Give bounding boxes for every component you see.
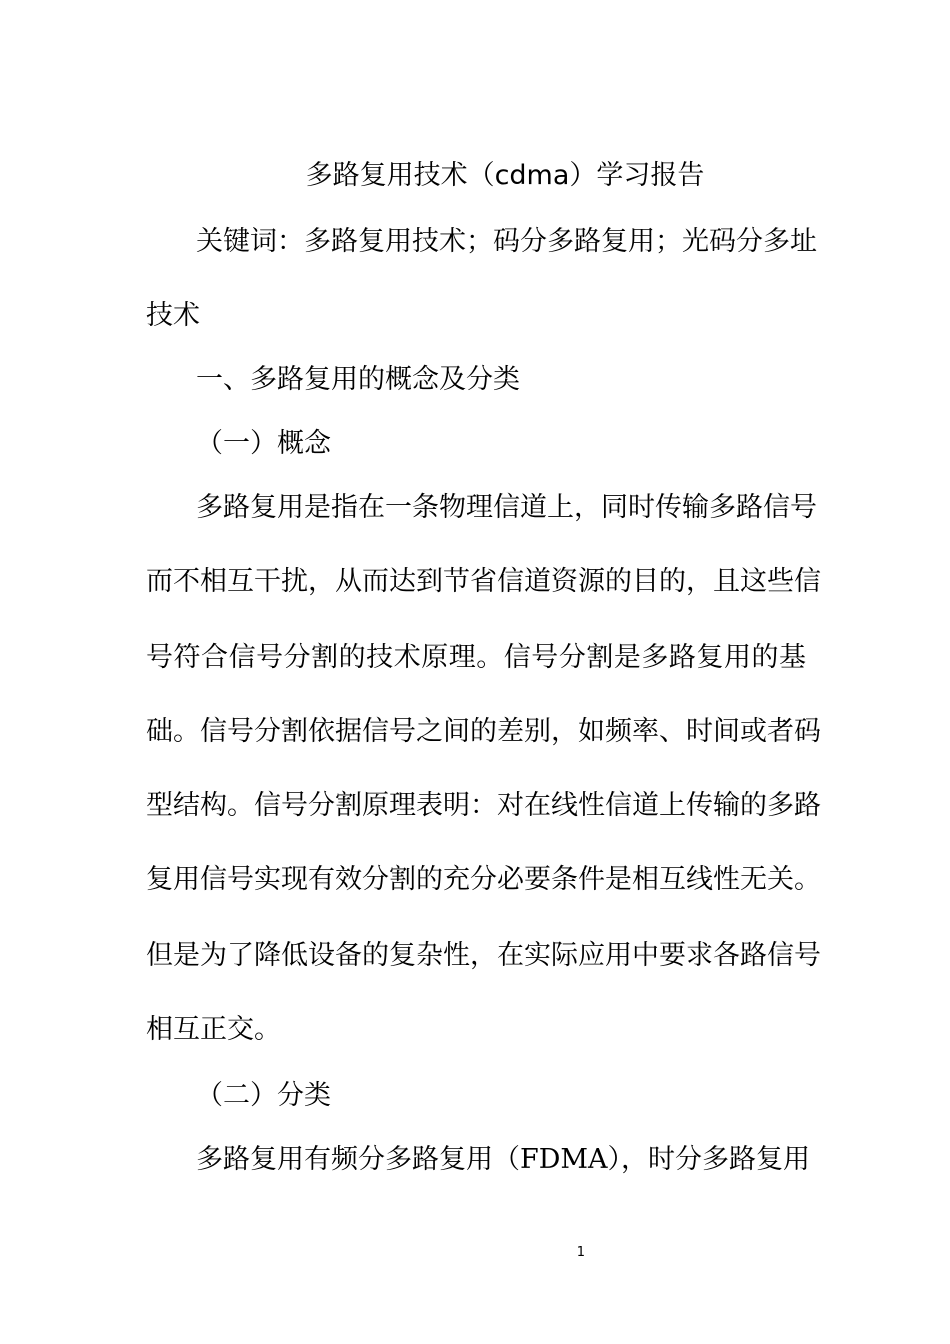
paragraph-line: 多路复用有频分多路复用（FDMA），时分多路复用 xyxy=(196,1144,811,1175)
paragraph-line: 复用信号实现有效分割的充分必要条件是相互线性无关。 xyxy=(146,864,821,895)
subsection-2-heading: （二）分类 xyxy=(196,1080,331,1111)
paragraph-line: 号符合信号分割的技术原理。信号分割是多路复用的基 xyxy=(146,642,806,673)
paragraph-line: 多路复用是指在一条物理信道上，同时传输多路信号 xyxy=(196,492,817,523)
paragraph-line: 但是为了降低设备的复杂性，在实际应用中要求各路信号 xyxy=(146,940,821,971)
document-title: 多路复用技术（cdma）学习报告 xyxy=(305,160,705,191)
keywords-line-2: 技术 xyxy=(146,300,200,331)
subsection-1-heading: （一）概念 xyxy=(196,428,331,459)
paragraph-line: 型结构。信号分割原理表明：对在线性信道上传输的多路 xyxy=(146,790,821,821)
keywords-line-1: 关键词：多路复用技术；码分多路复用；光码分多址 xyxy=(196,226,817,257)
paragraph-line: 相互正交。 xyxy=(146,1014,281,1045)
paragraph-line: 而不相互干扰，从而达到节省信道资源的目的，且这些信 xyxy=(146,566,821,597)
section-1-heading: 一、多路复用的概念及分类 xyxy=(196,364,520,395)
paragraph-line: 础。信号分割依据信号之间的差别，如频率、时间或者码 xyxy=(146,716,821,747)
page-number: 1 xyxy=(576,1245,585,1260)
